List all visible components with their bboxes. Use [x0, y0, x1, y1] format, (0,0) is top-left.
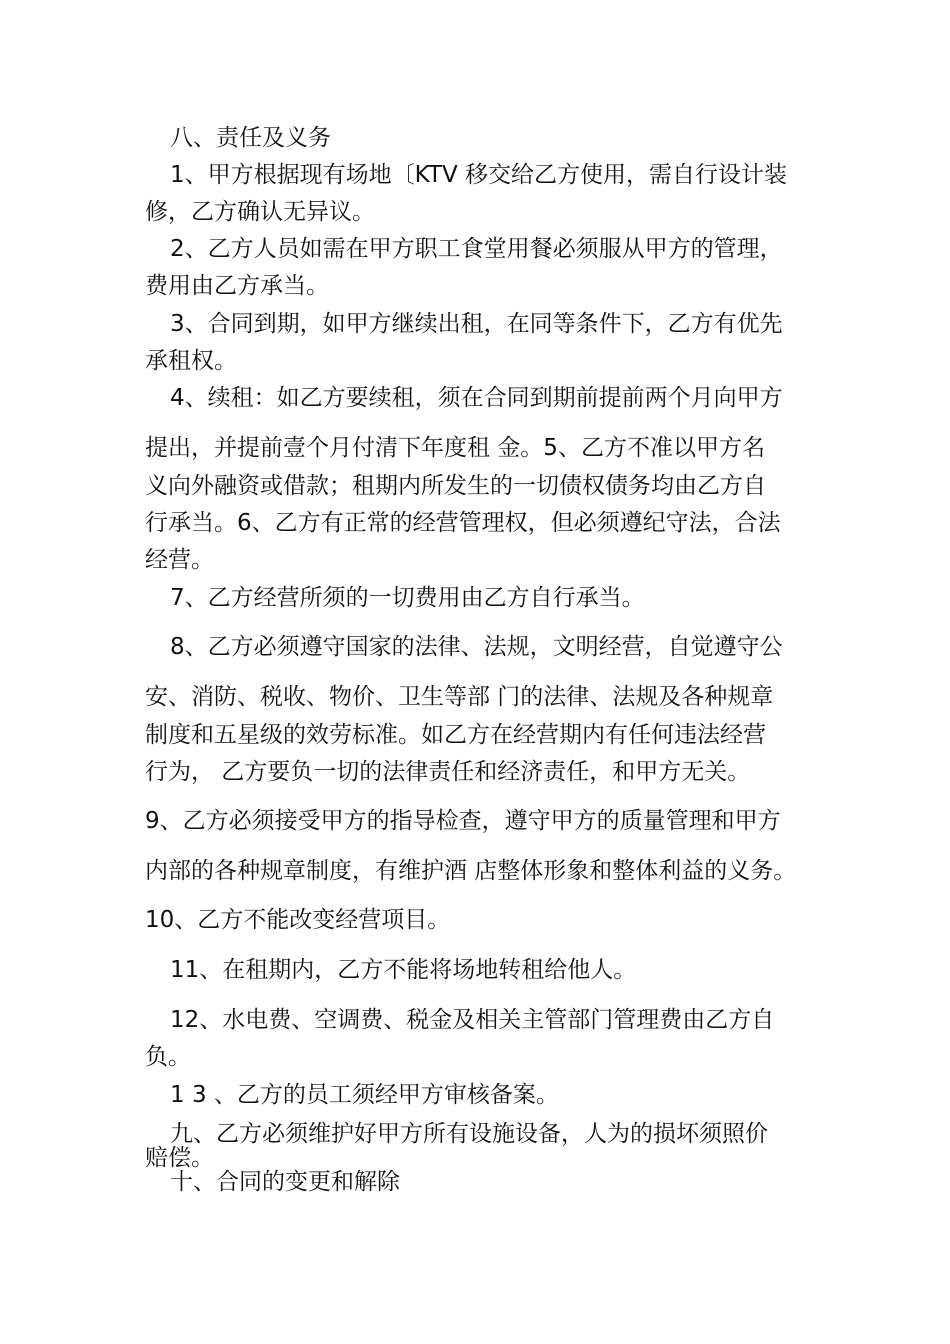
- section-9-line-1: 九、乙方必须维护好甲方所有设施设备，人为的损坏须照价: [170, 1121, 768, 1147]
- clause-2-line-2: 费用由乙方承当。: [145, 273, 329, 299]
- clause-9-line-1: 9、乙方必须接受甲方的指导检查，遵守甲方的质量管理和甲方: [145, 808, 781, 834]
- clause-9-line-2: 内部的各种规章制度，有维护酒 店整体形象和整体利益的义务。: [145, 858, 797, 884]
- clause-11-line-1: 11、在租期内，乙方不能将场地转租给他人。: [170, 957, 637, 983]
- clause-12-line-2: 负。: [145, 1044, 191, 1070]
- clause-1-line-2: 修，乙方确认无异议。: [145, 199, 375, 225]
- section-heading-10: 十、合同的变更和解除: [170, 1169, 400, 1195]
- clause-13-line-1: 1 3 、乙方的员工须经甲方审核备案。: [170, 1082, 559, 1108]
- clause-8-line-4: 行为， 乙方要负一切的法律责任和经济责任，和甲方无关。: [145, 759, 751, 785]
- clause-3-line-1: 3、合同到期，如甲方继续出租，在同等条件下，乙方有优先: [170, 311, 783, 337]
- clause-3-line-2: 承租权。: [145, 348, 237, 374]
- clause-6-line-1: 行承当。6、乙方有正常的经营管理权，但必须遵纪守法，合法: [145, 510, 781, 536]
- section-heading-8: 八、责任及义务: [170, 125, 331, 151]
- clause-10-line-1: 10、乙方不能改变经营项目。: [145, 907, 451, 933]
- clause-2-line-1: 2、乙方人员如需在甲方职工食堂用餐必须服从甲方的管理，: [170, 236, 783, 262]
- clause-6-line-2: 经营。: [145, 547, 214, 573]
- clause-5-line-1: 义向外融资或借款；租期内所发生的一切债权债务均由乙方自: [145, 473, 766, 499]
- clause-7-line-1: 7、乙方经营所须的一切费用由乙方自行承当。: [170, 585, 645, 611]
- section-9-line-2: 赔偿。: [145, 1145, 214, 1171]
- clause-8-line-2: 安、消防、税收、物价、卫生等部 门的法律、法规及各种规章: [145, 684, 774, 710]
- clause-1-line-1: 1、甲方根据现有场地〔KTV 移交给乙方使用，需自行设计装: [170, 162, 788, 188]
- clause-4-line-1: 4、续租：如乙方要续租，须在合同到期前提前两个月向甲方: [170, 385, 783, 411]
- clause-12-line-1: 12、水电费、空调费、税金及相关主管部门管理费由乙方自: [170, 1007, 775, 1033]
- clause-8-line-1: 8、乙方必须遵守国家的法律、法规，文明经营，自觉遵守公: [170, 634, 783, 660]
- clause-8-line-3: 制度和五星级的效劳标准。如乙方在经营期内有任何违法经营: [145, 722, 766, 748]
- clause-4-line-2: 提出，并提前壹个月付清下年度租 金。5、乙方不准以甲方名: [145, 435, 765, 461]
